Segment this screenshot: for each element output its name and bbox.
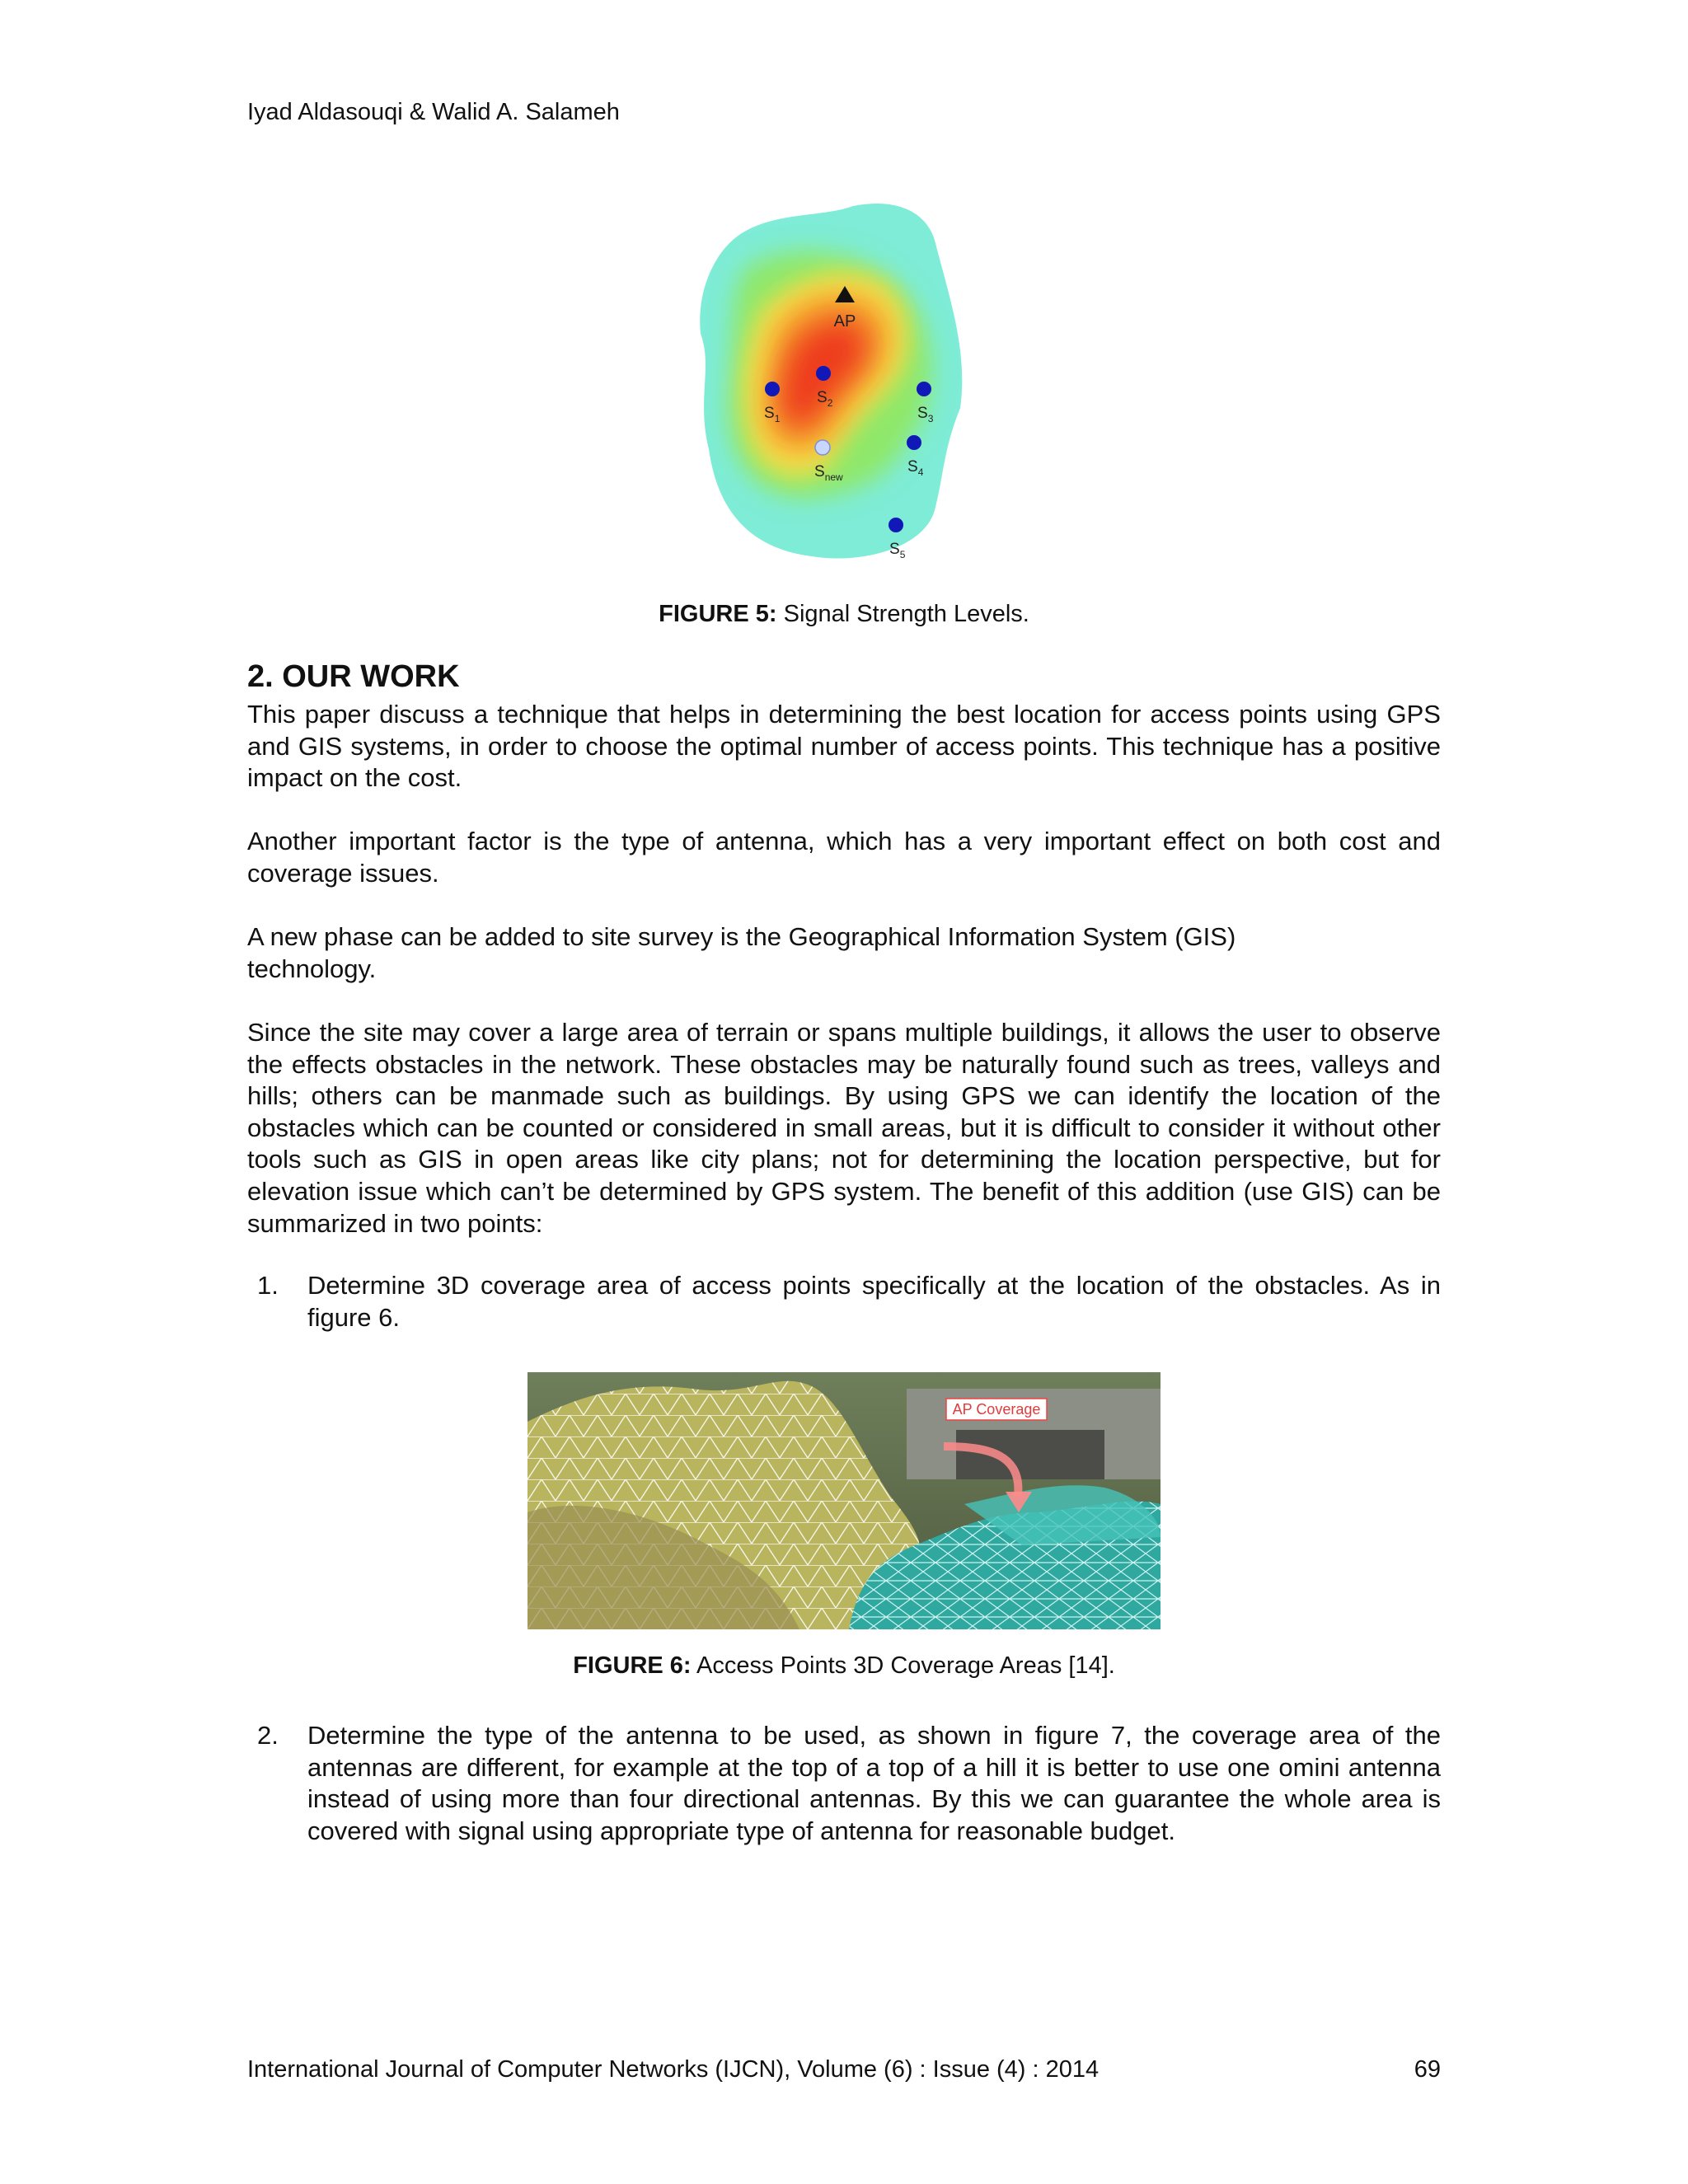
s4-label: $S_4$	[907, 458, 924, 478]
s1-dot	[765, 382, 780, 396]
paragraph-2: Another important factor is the type of antenna, which has a very important effect on both cost and coverage issues.	[247, 827, 1441, 888]
list-item-2	[247, 1720, 1441, 1852]
s4-dot	[907, 435, 921, 450]
figure-5-caption: FIGURE 5: Signal Strength Levels.	[659, 601, 1029, 627]
3d-coverage-figure	[528, 1372, 1160, 1629]
s1-label: $S_1$	[764, 405, 781, 424]
s2-label: $S_2$	[817, 389, 833, 409]
paragraph-4: Since the site may cover a large area of terrain or spans multiple buildings, it allows the user to observe the effects obstacles in the network. These obstacles may be naturally found such as trees, valleys and hills; others can be manmade such as buildings. By using GPS we can identify the location of the obstacles which can be counted or considered in small areas, but it is difficult to consider it without other tools such as GIS in open areas like city plans; not for determining the location perspective, but for elevation issue which can’t be determined by GPS system. The benefit of this addition (use GIS) can be summarized in two points:	[247, 1018, 1441, 1238]
s2-dot	[816, 366, 831, 381]
figure-6-caption: FIGURE 6: Access Points 3D Coverage Areas [14].	[573, 1652, 1115, 1679]
s5-label: $S_5$	[889, 541, 906, 560]
journal-citation: International Journal of Computer Networks (IJCN), Volume (6) : Issue (4) : 2014	[247, 2056, 1100, 2083]
s3-label: $S_3$	[917, 405, 934, 424]
list-number: 1.	[257, 1271, 279, 1300]
snew-dot	[815, 440, 830, 455]
snew-label: $S_{new}$	[814, 463, 843, 483]
list-text: Determine the type of the antenna to be used, as shown in figure 7, the coverage area of the antennas are different, for example at the top of a top of a hill it is better to use one omini antenna instead of using more than four directional antennas. By this we can guarantee the whole area is covered with signal using appropriate type of antenna for reasonable budget.	[307, 1721, 1441, 1845]
page-footer	[247, 2056, 1441, 2083]
list-item-1	[247, 1270, 1441, 1336]
list-number: 2.	[257, 1721, 279, 1750]
section-heading: 2. OUR WORK	[247, 659, 460, 694]
ap-coverage-label: AP Coverage	[952, 1401, 1041, 1418]
s5-dot	[889, 518, 903, 532]
s3-dot	[917, 382, 931, 396]
list-text: Determine 3D coverage area of access points specifically at the location of the obstacles. As in figure 6.	[307, 1271, 1441, 1332]
paragraph-1: This paper discuss a technique that helps in determining the best location for access points using GPS and GIS systems, in order to choose the optimal number of access points. This technique has a positive impact on the cost.	[247, 700, 1441, 793]
signal-strength-figure	[696, 202, 993, 569]
running-header: Iyad Aldasouqi & Walid A. Salameh	[247, 99, 620, 125]
paragraph-3: A new phase can be added to site survey is the Geographical Information System (GIS) technology.	[247, 922, 1236, 983]
ap-label: AP	[833, 312, 856, 330]
page-number: 69	[1414, 2056, 1441, 2083]
